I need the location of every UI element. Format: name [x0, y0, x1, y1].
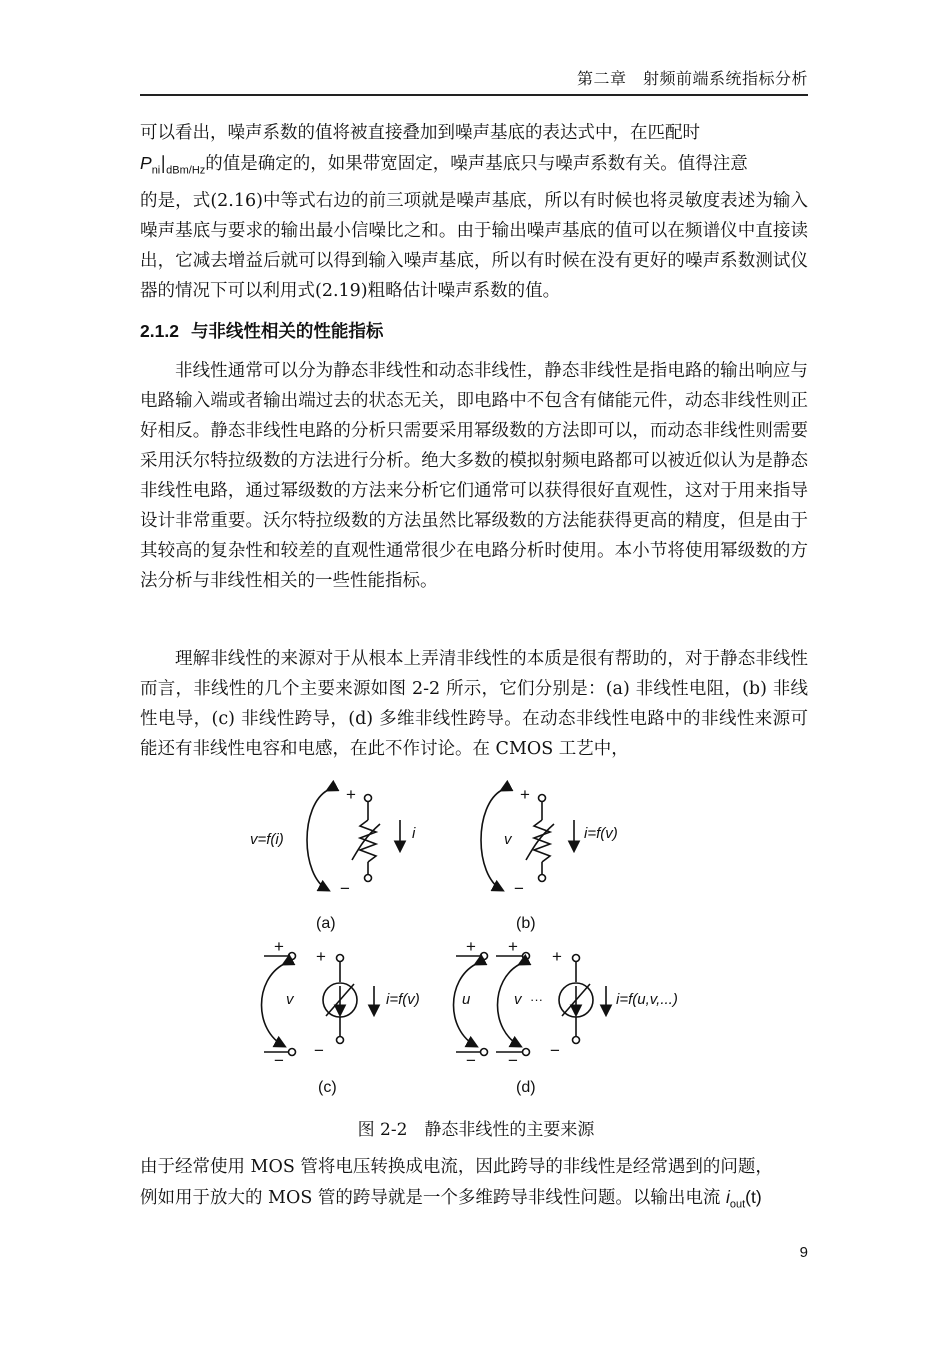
plus-sign: +: [316, 947, 326, 966]
label-b: (b): [516, 915, 536, 932]
paragraph-mos: [140, 1152, 808, 1220]
terminal-node: [539, 795, 546, 802]
paragraph-noise-floor: [140, 118, 808, 306]
nonlinear-slash: [526, 824, 554, 860]
label-a-right: i: [412, 825, 416, 842]
voltage-arc: [481, 790, 502, 890]
section-title: 与非线性相关的性能指标: [190, 321, 384, 341]
label-c-right: i=f(v): [386, 991, 420, 1008]
plus-sign: +: [346, 785, 356, 804]
paragraph-nonlinearity: 非线性通常可以分为静态非线性和动态非线性，静态非线性是指电路的输出响应与电路输入端或者输出端过去的状态无关，即电路中不包含有储能元件，动态非线性则正好相反。静态非线性电路的分析只需要采用幂级数的方法即可以，而动态非线性则需要采用沃尔特拉级数的方法进行分析。绝大多数的模拟射频电路都可以被近似认为是静态非线性电路，通过幂级数的方法来分析它们通常可以获得很好直观性，这对于用来指导设计非常重要。沃尔特拉级数的方法虽然比幂级数的方法能获得更高的精度，但是由于其较高的复杂性和较差的直观性通常很少在电路分析时使用。本小节将使用幂级数的方法分析与非线性相关的一些性能指标。: [140, 361, 808, 591]
plus-sign: +: [520, 785, 530, 804]
section-heading: [140, 318, 383, 343]
text-line: 例如用于放大的 MOS 管的跨导就是一个多维跨导非线性问题。以输出电流 $i_{out}(t)$: [140, 1187, 762, 1211]
minus-sign: −: [340, 879, 350, 898]
label-d-dots: ···: [530, 992, 543, 1007]
page-header: [140, 66, 808, 96]
label-b-right: i=f(v): [584, 825, 618, 842]
minus-sign: −: [314, 1041, 324, 1060]
text-line: $P_{ni}|_{dBm/Hz}$的值是确定的，如果带宽固定，噪声基底只与噪声系数有关。值得注意: [140, 153, 748, 177]
minus-sign: −: [550, 1041, 560, 1060]
plus-sign: +: [274, 937, 284, 956]
voltage-arc: [262, 964, 285, 1046]
nonlinear-slash: [352, 824, 380, 860]
terminal-node: [365, 795, 372, 802]
label-d-u: u: [462, 991, 471, 1008]
text-line: 由于经常使用 MOS 管将电压转换成电流，因此跨导的非线性是经常遇到的问题，: [140, 1157, 773, 1177]
figure-nonlinear-sources: [240, 780, 720, 1100]
minus-sign: −: [514, 879, 524, 898]
voltage-arc: [307, 790, 328, 890]
resistor-icon: [360, 820, 376, 862]
minus-sign: −: [466, 1051, 476, 1070]
plus-sign: +: [508, 937, 518, 956]
plus-sign: +: [552, 947, 562, 966]
label-a: (a): [316, 915, 336, 932]
text-line: 可以看出，噪声系数的值将被直接叠加到噪声基底的表达式中，在匹配时: [140, 123, 700, 143]
terminal-node: [539, 875, 546, 882]
paragraph-nonlinear-sources: 理解非线性的来源对于从根本上弄清非线性的本质是很有帮助的，对于静态非线性而言，非线性的几个主要来源如图 2-2 所示，它们分别是：(a) 非线性电阻，(b) 非线性电导，(c) 非线性跨导，(d) 多维非线性跨导。在动态非线性电路中的非线性来源可能还有非线性电容和电感，在此不作讨论。在 CMOS 工艺中，: [140, 649, 808, 759]
minus-sign: −: [508, 1051, 518, 1070]
label-b-left: v: [504, 831, 512, 848]
label-c: (c): [318, 1079, 337, 1096]
page-number: 9: [799, 1244, 808, 1261]
label-d-v: v: [514, 991, 522, 1008]
resistor-icon: [534, 820, 550, 862]
section-number: 2.1.2: [140, 321, 179, 341]
label-d-right: i=f(u,v,...): [616, 991, 678, 1008]
label-d: (d): [516, 1079, 536, 1096]
text-block: 的是，式(2.16)中等式右边的前三项就是噪声基底，所以有时候也将灵敏度表述为输入噪声基底与要求的输出最小信噪比之和。由于输出噪声基底的值可以在频谱仪中直接读出，它减去增益后就可以得到输入噪声基底，所以有时候在没有更好的噪声系数测试仪器的情况下可以利用式(2.19)粗略估计噪声系数的值。: [140, 190, 808, 301]
label-c-left: v: [286, 991, 294, 1008]
label-a-left: v=f(i): [250, 831, 284, 848]
plus-sign: +: [466, 937, 476, 956]
minus-sign: −: [274, 1051, 284, 1070]
chapter-title: 第二章 射频前端系统指标分析: [576, 69, 808, 88]
terminal-node: [365, 875, 372, 882]
figure-caption: 图 2-2 静态非线性的主要来源: [357, 1120, 595, 1140]
